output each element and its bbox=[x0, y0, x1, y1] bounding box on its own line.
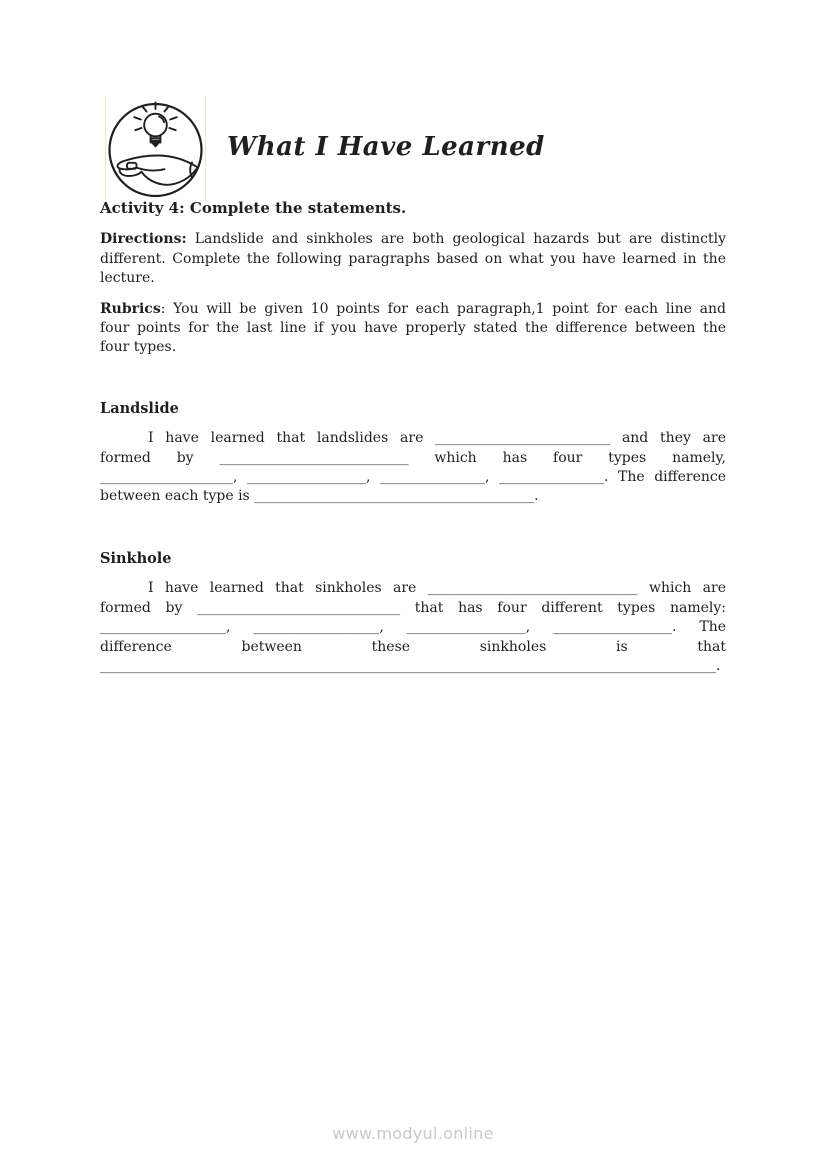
module-logo bbox=[105, 96, 206, 202]
sinkhole-paragraph bbox=[100, 579, 726, 676]
landslide-line-4: between each type is ________________________________________. bbox=[100, 488, 539, 505]
directions-line-3: lecture. bbox=[100, 270, 155, 287]
rubrics-paragraph bbox=[100, 300, 726, 358]
lightbulb-in-hand-icon bbox=[106, 96, 205, 202]
rubrics-line-2: four points for the last line if you have properly stated the difference between the bbox=[100, 320, 726, 337]
directions-label: Directions: bbox=[100, 231, 187, 248]
sinkhole-line-2: formed by _____________________________ that has four different types namely: bbox=[100, 599, 726, 616]
directions-line-1-text: Landslide and sinkholes are both geological hazards but are distinctly bbox=[194, 231, 727, 248]
watermark: www.modyul.online bbox=[332, 1124, 494, 1143]
directions-line-1 bbox=[100, 230, 726, 249]
directions-paragraph bbox=[100, 230, 726, 288]
landslide-heading: Landslide bbox=[100, 399, 179, 417]
rubrics-line-1-text: : You will be given 10 points for each paragraph,1 point for each line and bbox=[160, 300, 726, 317]
sinkhole-line-5: ________________________________________________________________________________________. bbox=[100, 657, 721, 674]
sinkhole-heading: Sinkhole bbox=[100, 549, 172, 567]
landslide-line-1: I have learned that landslides are _________________________ and they are bbox=[148, 430, 726, 447]
sinkhole-line-4: difference between these sinkholes is that bbox=[100, 638, 726, 655]
sinkhole-line-1: I have learned that sinkholes are ______________________________ which are bbox=[148, 580, 726, 597]
activity-heading: Activity 4: Complete the statements. bbox=[100, 199, 407, 217]
rubrics-line-1 bbox=[100, 300, 726, 319]
page-title: What I Have Learned bbox=[227, 132, 545, 162]
landslide-paragraph bbox=[100, 429, 726, 507]
rubrics-line-3: four types. bbox=[100, 339, 177, 356]
directions-line-2: different. Complete the following paragraphs based on what you have learned in the bbox=[100, 250, 726, 267]
landslide-line-2: formed by ___________________________ which has four types namely, bbox=[100, 449, 726, 466]
sinkhole-line-3: __________________, __________________, _________________, _________________. The bbox=[100, 619, 726, 636]
worksheet-content bbox=[100, 199, 726, 676]
landslide-line-3: ___________________, _________________, _______________, _______________. The difference bbox=[100, 469, 726, 486]
rubrics-label: Rubrics bbox=[100, 300, 161, 317]
